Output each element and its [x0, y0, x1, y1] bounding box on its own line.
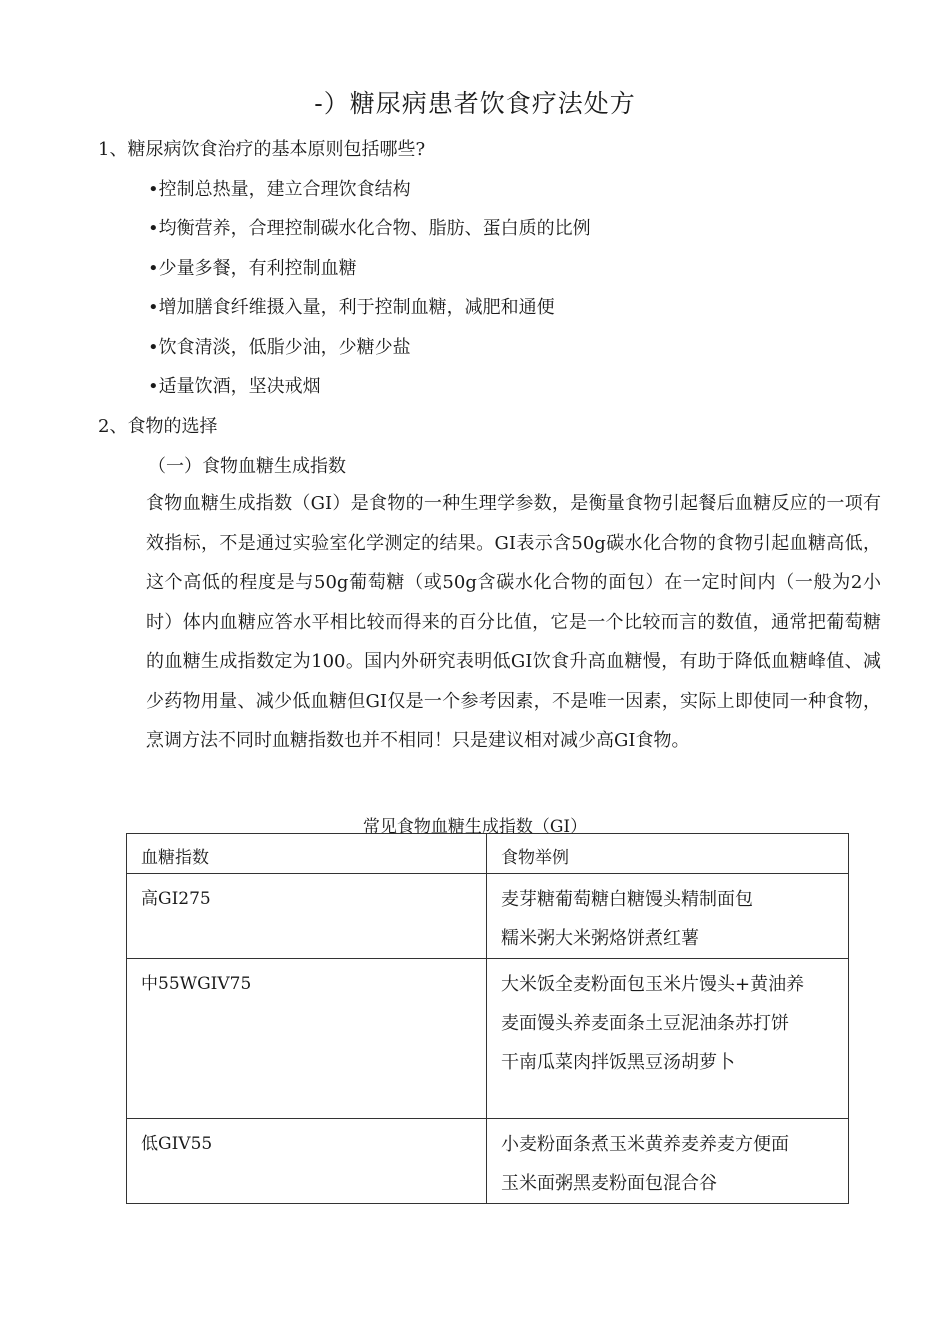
- gi-level-cell: 低GIV55: [127, 1119, 487, 1204]
- food-line: 干南瓜菜肉拌饭黑豆汤胡萝卜: [501, 1052, 735, 1073]
- food-line: 小麦粉面条煮玉米黄养麦养麦方便面: [501, 1134, 789, 1155]
- table-row: [127, 1119, 849, 1204]
- principle-item: •增加膳食纤维摄入量，利于控制血糖，减肥和通便: [148, 297, 555, 318]
- column-header-food-examples: 食物举例: [487, 834, 849, 874]
- table-caption: 常见食物血糖生成指数（GI）: [362, 817, 588, 837]
- principle-item: •控制总热量，建立合理饮食结构: [148, 179, 411, 200]
- principle-item: •适量饮酒，坚决戒烟: [148, 376, 321, 397]
- principle-item: •少量多餐，有利控制血糖: [148, 258, 357, 279]
- table-row: [127, 959, 849, 1119]
- food-examples-cell: [487, 874, 849, 959]
- table-row: [127, 874, 849, 959]
- food-line: 大米饭全麦粉面包玉米片馒头+黄油养: [501, 974, 805, 995]
- principle-item: •饮食清淡，低脂少油，少糖少盐: [148, 337, 411, 358]
- table-header-row: [127, 834, 849, 874]
- food-line: 糯米粥大米粥烙饼煮红薯: [501, 928, 699, 949]
- gi-description-paragraph: 食物血糖生成指数（GI）是食物的一种生理学参数，是衡量食物引起餐后血糖反应的一项有效指标，不是通过实验室化学测定的结果。GI表示含50g碳水化合物的食物引起血糖高低，这个高低的程度是与50g葡萄糖（或50g含碳水化合物的面包）在一定时间内（一般为2小时）体内血糖应答水平相比较而得来的百分比值，它是一个比较而言的数值，通常把葡萄糖的血糖生成指数定为100。国内外研究表明低GI饮食升高血糖慢，有助于降低血糖峰值、减少药物用量、减少低血糖但GI仅是一个参考因素，不是唯一因素，实际上即使同一种食物，烹调方法不同时血糖指数也并不相同！只是建议相对减少高GI食物。: [146, 493, 881, 751]
- food-examples-cell: [487, 959, 849, 1119]
- section-2-heading: 2、食物的选择: [98, 416, 218, 437]
- question-1: 1、糖尿病饮食治疗的基本原则包括哪些?: [98, 139, 426, 160]
- page-title: -）糖尿病患者饮食疗法处方: [314, 89, 636, 118]
- gi-subheading: （一）食物血糖生成指数: [148, 456, 346, 477]
- column-header-gi-level: 血糖指数: [127, 834, 487, 874]
- gi-level-cell: 中55WGIV75: [127, 959, 487, 1119]
- food-line: 玉米面粥黑麦粉面包混合谷: [501, 1173, 717, 1194]
- principle-item: •均衡营养，合理控制碳水化合物、脂肪、蛋白质的比例: [148, 218, 591, 239]
- gi-level-cell: 高GI275: [127, 874, 487, 959]
- food-line: 麦面馒头养麦面条土豆泥油条苏打饼: [501, 1013, 789, 1034]
- gi-table: [126, 833, 849, 1204]
- food-line: 麦芽糖葡萄糖白糖馒头精制面包: [501, 889, 753, 910]
- food-examples-cell: [487, 1119, 849, 1204]
